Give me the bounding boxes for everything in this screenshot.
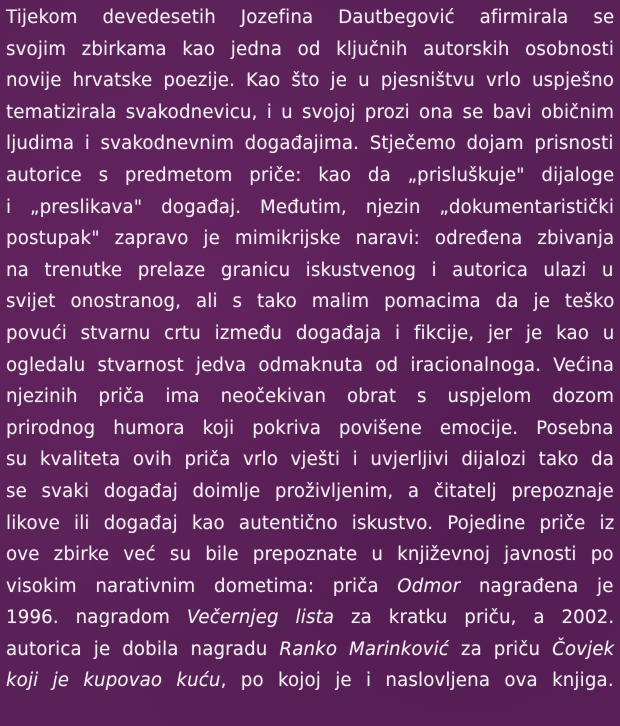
text-span: za kratku priču, a 2002. (334, 607, 615, 629)
text-span: nagrađena je (460, 575, 614, 597)
italic-title-span: Ranko Marinković (279, 638, 449, 660)
text-line (6, 413, 614, 445)
text-line (6, 34, 614, 66)
italic-title-span: Večernjeg lista (186, 607, 335, 629)
text-span: Tijekom devedesetih Jozefina Dautbegović afirmirala se (6, 7, 615, 28)
text-span: tematizirala svakodnevicu, i u svojoj prozi ona se bavi običnim (6, 101, 615, 123)
text-span: 1996. nagradom (6, 607, 187, 629)
text-span: postupak" zapravo je mimikrijske naravi: određena zbivanja (6, 228, 615, 250)
text-span: visokim narativnim dometima: priča (6, 575, 398, 597)
text-line (6, 602, 614, 634)
text-line (6, 128, 614, 160)
text-line (6, 539, 614, 571)
text-span: likove ili događaj kao autentično iskustvo. Pojedine priče iz (6, 512, 615, 534)
text-span: novije hrvatske poezije. Kao što je u pjesništvu vrlo uspješno (6, 70, 615, 92)
text-line (6, 97, 614, 129)
text-span: autorica je dobila nagradu (6, 638, 280, 660)
text-line (6, 571, 614, 603)
text-line (6, 223, 614, 255)
text-span: ogledalu stvarnost jedva odmaknuta od iracionalnoga. Većina (6, 354, 615, 376)
text-span: i „preslikava" događaj. Međutim, njezin „dokumentaristički (6, 196, 615, 218)
text-span: svojim zbirkama kao jedna od ključnih autorskih osobnosti (6, 38, 615, 60)
text-span: ljudima i svakodnevnim događajima. Stječemo dojam prisnosti (6, 133, 614, 155)
text-span: ove zbirke već su bile prepoznate u književnoj javnosti po (6, 544, 614, 566)
text-line (6, 255, 614, 287)
text-span: za priču (448, 638, 553, 660)
text-span: , po kojoj je i naslovljena ova knjiga. (220, 670, 614, 692)
text-line (6, 286, 614, 318)
text-span: na trenutke prelaze granicu iskustvenog i autorica ulazi u (6, 259, 614, 281)
book-blurb-text (6, 2, 614, 697)
text-span: autorice s predmetom priče: kao da „prisluškuje" dijaloge (6, 164, 615, 186)
text-span: povući stvarnu crtu između događaja i fikcije, jer je kao u (6, 322, 615, 344)
text-span: su kvaliteta ovih priča vrlo vješti i uvjerljivi dijalozi tako da (6, 449, 615, 471)
text-line (6, 65, 614, 97)
text-line (6, 381, 614, 413)
text-line (6, 160, 614, 192)
text-line (6, 318, 614, 350)
text-line (6, 2, 614, 34)
italic-title-span: koji je kupovao kuću (6, 670, 221, 692)
text-line (6, 192, 614, 224)
text-span: se svaki događaj doimlje proživljenim, a čitatelj prepoznaje (6, 480, 614, 502)
text-line (6, 508, 614, 540)
text-line (6, 634, 614, 666)
italic-title-span: Čovjek (552, 638, 615, 660)
italic-title-span: Odmor (397, 575, 461, 597)
text-span: svijet onostranog, ali s tako malim pomacima da je teško (6, 291, 615, 313)
text-line (6, 444, 614, 476)
text-span: njezinih priča ima neočekivan obrat s uspjelom dozom (6, 386, 615, 408)
text-line (6, 665, 614, 697)
text-span: prirodnog humora koji pokriva povišene emocije. Posebna (6, 417, 614, 439)
text-line (6, 350, 614, 382)
text-line (6, 476, 614, 508)
